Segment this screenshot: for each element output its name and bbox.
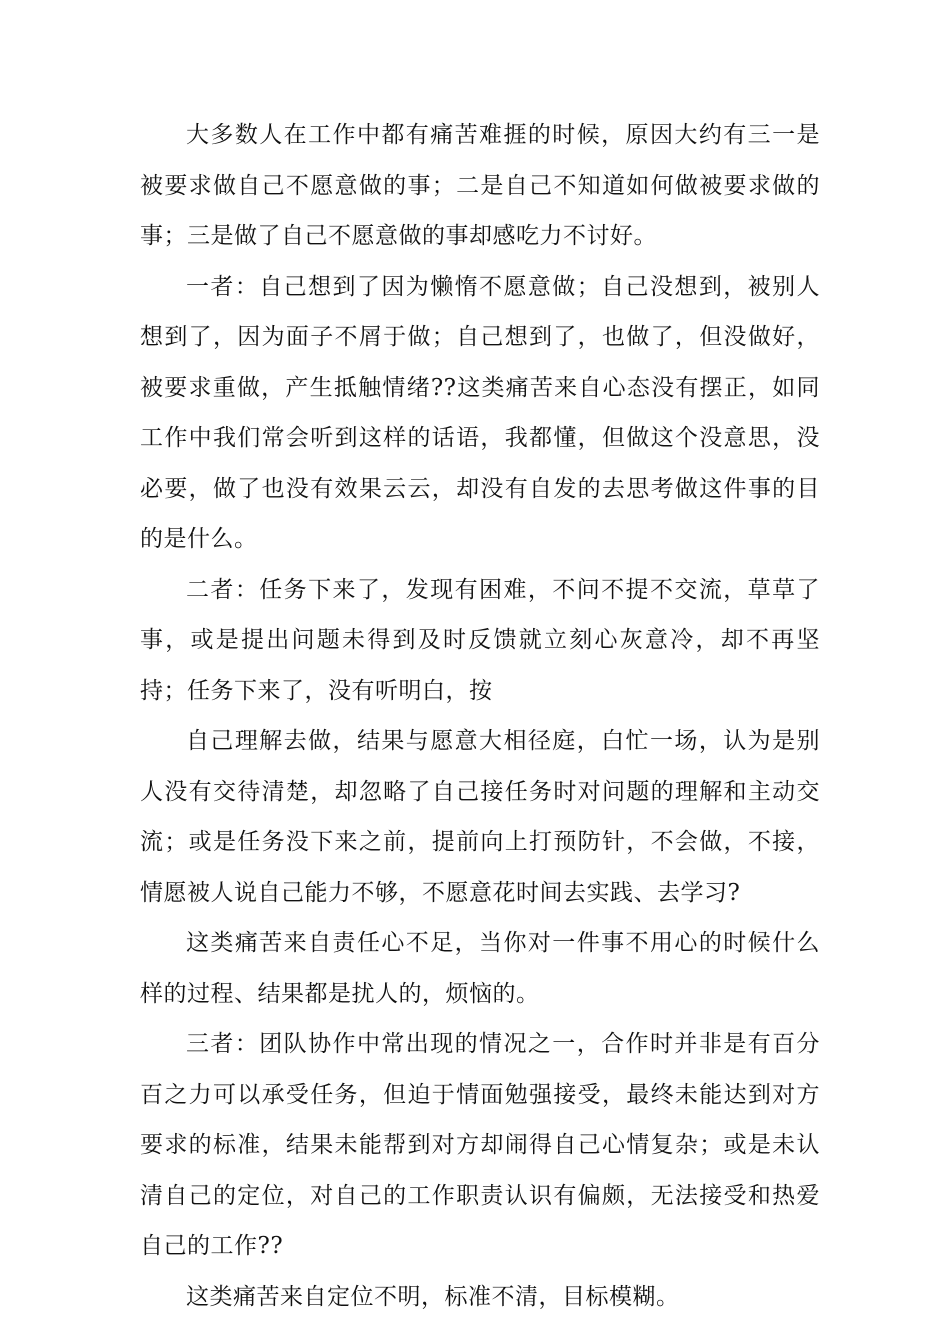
paragraph-2: 一者：自己想到了因为懒惰不愿意做；自己没想到，被别人想到了，因为面子不屑于做；自己想到了，也做了，但没做好，被要求重做，产生抵触情绪??这类痛苦来自心态没有摆正，如同工作中我们常会听到这样的话语，我都懂，但做这个没意思，没必要，做了也没有效果云云，却没有自发的去思考做这件事的目的是什么。 bbox=[140, 273, 820, 552]
paragraph-1: 大多数人在工作中都有痛苦难捱的时候，原因大约有三一是被要求做自己不愿意做的事；二是自己不知道如何做被要求做的事；三是做了自己不愿意做的事却感吃力不讨好。 bbox=[140, 122, 820, 249]
paragraph-7: 这类痛苦来自定位不明，标准不清，目标模糊。 bbox=[186, 1283, 680, 1310]
paragraph-5: 这类痛苦来自责任心不足，当你对一件事不用心的时候什么样的过程、结果都是扰人的，烦恼的。 bbox=[140, 930, 820, 1007]
paragraph-6: 三者：团队协作中常出现的情况之一，合作时并非是有百分百之力可以承受任务，但迫于情面勉强接受，最终未能达到对方要求的标准，结果未能帮到对方却闹得自己心情复杂；或是未认清自己的定位，对自己的工作职责认识有偏颇，无法接受和热爱自己的工作?? bbox=[140, 1031, 820, 1259]
document-body bbox=[140, 110, 820, 1322]
paragraph-4: 自己理解去做，结果与愿意大相径庭，白忙一场，认为是别人没有交待清楚，却忽略了自己接任务时对问题的理解和主动交流；或是任务没下来之前，提前向上打预防针，不会做，不接，情愿被人说自己能力不够，不愿意花时间去实践、去学习? bbox=[140, 728, 820, 906]
paragraph-3: 二者：任务下来了，发现有困难，不问不提不交流，草草了事，或是提出问题未得到及时反馈就立刻心灰意冷，却不再坚持；任务下来了，没有听明白，按 bbox=[140, 576, 820, 704]
